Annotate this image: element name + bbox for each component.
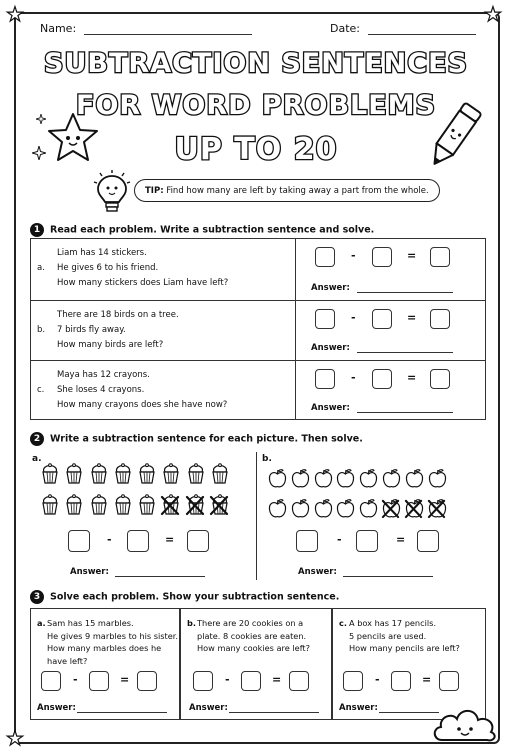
answer-line[interactable] xyxy=(229,712,319,713)
smiling-cloud-icon xyxy=(430,700,500,746)
picture-b-letter: b. xyxy=(262,454,272,464)
apple-icon xyxy=(428,468,447,489)
answer-box[interactable] xyxy=(372,369,392,389)
section-number: 1 xyxy=(30,223,44,237)
problem-line: 5 pencils are used. xyxy=(349,630,427,641)
answer-box[interactable] xyxy=(315,309,335,329)
apple-row xyxy=(268,468,450,489)
section-heading-text: Read each problem. Write a subtraction sentence and solve. xyxy=(50,224,375,236)
picture-a-letter: a. xyxy=(32,454,42,464)
section-number: 2 xyxy=(30,432,44,446)
problem-row-b xyxy=(31,300,485,361)
cupcake-crossed-icon xyxy=(210,494,230,516)
minus-sign: - xyxy=(225,673,230,686)
equals-sign: = xyxy=(407,249,417,262)
problem-line: have left? xyxy=(47,655,88,666)
problem-line: How many cookies are left? xyxy=(197,643,310,653)
equals-sign: = xyxy=(396,533,406,546)
title-line-3: UP TO 20 xyxy=(174,132,338,167)
answer-box[interactable] xyxy=(343,671,363,691)
cupcake-icon xyxy=(40,494,60,516)
title-line-1: SUBTRACTION SENTENCES xyxy=(44,48,468,79)
answer-box[interactable] xyxy=(430,247,450,267)
minus-sign: - xyxy=(73,673,78,686)
apple-icon xyxy=(405,468,424,489)
sparkle-icon xyxy=(32,146,46,160)
apple-icon xyxy=(359,468,378,489)
answer-box[interactable] xyxy=(439,671,459,691)
tip-label: TIP: xyxy=(145,186,164,196)
answer-box[interactable] xyxy=(391,671,411,691)
problem-line: Liam has 14 stickers. xyxy=(57,248,147,258)
problem-line: There are 20 cookies on a xyxy=(197,618,304,628)
answer-box[interactable] xyxy=(430,369,450,389)
cupcake-crossed-icon xyxy=(161,494,181,516)
problem-line: He gives 9 marbles to his sister. xyxy=(47,630,178,641)
answer-box[interactable] xyxy=(430,309,450,329)
cupcake-icon xyxy=(113,463,133,485)
cupcake-icon xyxy=(161,463,181,485)
cupcake-row xyxy=(40,463,234,485)
equals-sign: = xyxy=(407,311,417,324)
lightbulb-icon xyxy=(92,170,132,214)
problem-letter: c. xyxy=(37,385,45,395)
apple-icon xyxy=(291,498,310,519)
name-field[interactable] xyxy=(40,22,252,35)
equals-sign: = xyxy=(407,371,417,384)
problem-line: 7 birds fly away. xyxy=(57,325,126,335)
answer-label: Answer: xyxy=(311,343,350,353)
apple-crossed-icon xyxy=(382,498,401,519)
minus-sign: - xyxy=(351,371,356,384)
apple-crossed-icon xyxy=(428,498,447,519)
cupcake-icon xyxy=(40,463,60,485)
answer-line[interactable] xyxy=(357,352,453,353)
apple-icon xyxy=(268,498,287,519)
cupcake-icon xyxy=(89,494,109,516)
problem-card-a xyxy=(30,608,180,720)
problem-line: How many stickers does Liam have left? xyxy=(57,278,229,288)
column-divider xyxy=(256,452,257,580)
problem-row-c xyxy=(31,360,485,420)
name-label: Name: xyxy=(40,22,77,35)
answer-box[interactable] xyxy=(417,530,439,552)
section-2-heading xyxy=(30,432,363,446)
problem-line: How many pencils are left? xyxy=(349,643,460,653)
problem-line: Maya has 12 crayons. xyxy=(57,370,150,380)
name-line xyxy=(84,34,252,35)
sparkle-icon xyxy=(36,114,46,124)
cupcake-icon xyxy=(89,463,109,485)
answer-label: Answer: xyxy=(37,703,76,713)
problem-line: A box has 17 pencils. xyxy=(349,618,437,628)
tip-box xyxy=(134,179,440,202)
answer-label: Answer: xyxy=(311,283,350,293)
answer-box[interactable] xyxy=(137,671,157,691)
problem-letter: c. xyxy=(339,618,347,628)
apple-row xyxy=(268,498,450,519)
answer-box[interactable] xyxy=(89,671,109,691)
section-number: 3 xyxy=(30,590,44,604)
cupcake-icon xyxy=(64,463,84,485)
problem-line: Sam has 15 marbles. xyxy=(47,618,134,628)
date-label: Date: xyxy=(330,22,360,35)
corner-star-icon: ★ xyxy=(6,726,24,750)
problem-card-b xyxy=(180,608,332,720)
cupcake-row xyxy=(40,494,234,516)
answer-box[interactable] xyxy=(315,247,335,267)
date-field[interactable] xyxy=(330,22,476,35)
cupcake-icon xyxy=(186,463,206,485)
answer-label: Answer: xyxy=(339,703,378,713)
problem-line: He gives 6 to his friend. xyxy=(57,263,159,273)
answer-line[interactable] xyxy=(357,292,453,293)
minus-sign: - xyxy=(375,673,380,686)
answer-line[interactable] xyxy=(115,576,205,577)
minus-sign: - xyxy=(337,533,342,546)
pencil-icon xyxy=(420,100,488,172)
section-heading-text: Write a subtraction sentence for each picture. Then solve. xyxy=(50,433,363,445)
problem-line: How many crayons does she have now? xyxy=(57,400,228,410)
minus-sign: - xyxy=(351,311,356,324)
apple-icon xyxy=(314,498,333,519)
corner-star-icon: ★ xyxy=(484,2,502,26)
problem-letter: b. xyxy=(37,325,46,335)
answer-box[interactable] xyxy=(372,309,392,329)
cupcake-icon xyxy=(137,494,157,516)
smiling-star-icon xyxy=(44,110,102,166)
tip-text: Find how many are left by taking away a part from the whole. xyxy=(166,186,429,196)
apple-icon xyxy=(336,468,355,489)
apple-icon xyxy=(359,498,378,519)
apple-icon xyxy=(314,468,333,489)
answer-line[interactable] xyxy=(343,576,433,577)
answer-box[interactable] xyxy=(241,671,261,691)
apple-icon xyxy=(336,498,355,519)
section-heading-text: Solve each problem. Show your subtraction sentence. xyxy=(50,591,340,603)
answer-label: Answer: xyxy=(189,703,228,713)
minus-sign: - xyxy=(351,249,356,262)
cupcake-icon xyxy=(137,463,157,485)
problem-letter: a. xyxy=(37,618,46,628)
answer-box[interactable] xyxy=(127,530,149,552)
apple-icon xyxy=(382,468,401,489)
apple-icon xyxy=(291,468,310,489)
title-line-2: FOR WORD PROBLEMS xyxy=(76,90,436,121)
answer-box[interactable] xyxy=(356,530,378,552)
equals-sign: = xyxy=(165,533,175,546)
equals-sign: = xyxy=(120,673,130,686)
apple-icon xyxy=(268,468,287,489)
equals-sign: = xyxy=(272,673,282,686)
equals-sign: = xyxy=(422,673,432,686)
problem-line: There are 18 birds on a tree. xyxy=(57,310,179,320)
section-1-heading xyxy=(30,223,374,237)
problem-line: How many birds are left? xyxy=(57,340,164,350)
answer-box[interactable] xyxy=(289,671,309,691)
minus-sign: - xyxy=(107,533,112,546)
answer-box[interactable] xyxy=(296,530,318,552)
apple-crossed-icon xyxy=(405,498,424,519)
problem-line: She loses 4 crayons. xyxy=(57,385,145,395)
answer-label: Answer: xyxy=(70,567,109,577)
answer-line[interactable] xyxy=(357,412,453,413)
cupcake-crossed-icon xyxy=(186,494,206,516)
cupcake-icon xyxy=(210,463,230,485)
answer-box[interactable] xyxy=(68,530,90,552)
corner-star-icon: ★ xyxy=(6,2,24,26)
section-3-heading xyxy=(30,590,339,604)
answer-box[interactable] xyxy=(187,530,209,552)
date-line xyxy=(368,34,476,35)
answer-box[interactable] xyxy=(193,671,213,691)
problem-line: How many marbles does he xyxy=(47,643,162,653)
answer-box[interactable] xyxy=(372,247,392,267)
cupcake-icon xyxy=(113,494,133,516)
cupcake-icon xyxy=(64,494,84,516)
problem-letter: a. xyxy=(37,263,45,273)
answer-box[interactable] xyxy=(315,369,335,389)
problem-letter: b. xyxy=(187,618,196,628)
problem-row-a xyxy=(31,239,485,300)
answer-label: Answer: xyxy=(298,567,337,577)
problem-line: plate. 8 cookies are eaten. xyxy=(197,630,307,641)
answer-label: Answer: xyxy=(311,403,350,413)
section-1-table xyxy=(30,238,486,420)
answer-line[interactable] xyxy=(77,712,167,713)
answer-box[interactable] xyxy=(41,671,61,691)
